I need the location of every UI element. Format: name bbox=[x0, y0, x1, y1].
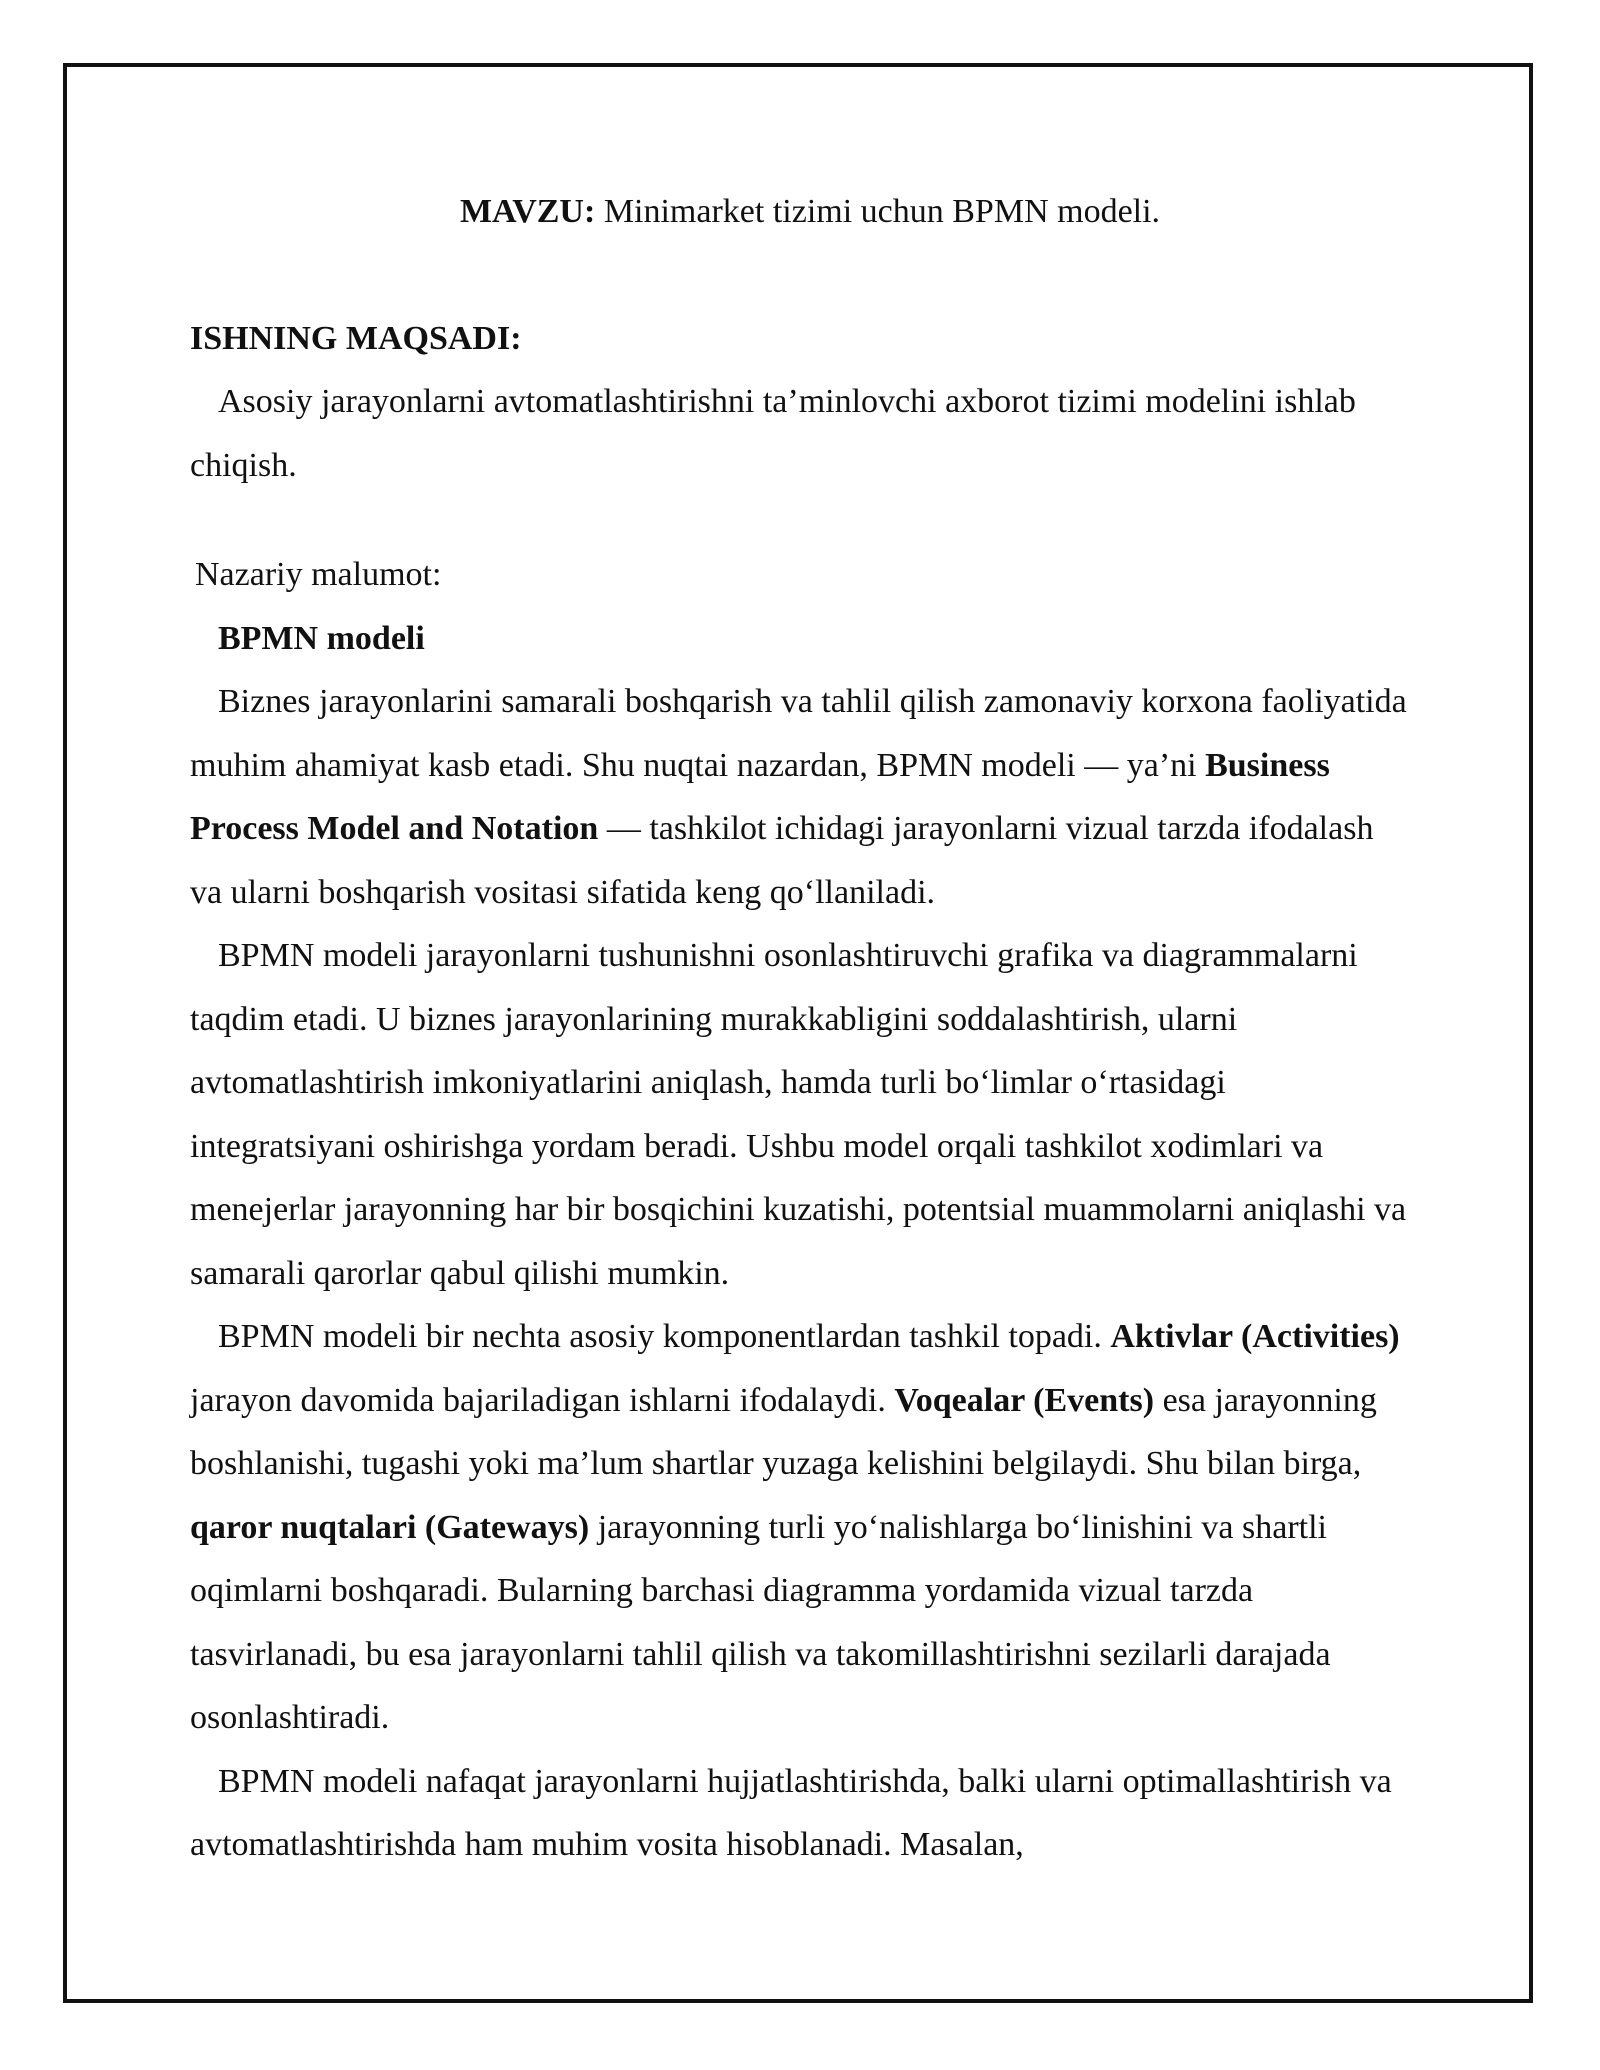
title-label: MAVZU: bbox=[459, 193, 596, 230]
paragraph-3-text-d: esa jarayonning boshlanishi, tugashi yoki ma’lum shartlar yuzaga kelishini belgilaydi. Shu bilan birga, bbox=[190, 1381, 1377, 1482]
goal-text: Asosiy jarayonlarni avtomatlashtirishni ta’minlovchi axborot tizimi modelini ishlab chiqish. bbox=[190, 383, 1356, 484]
paragraph-4: BPMN modeli nafaqat jarayonlarni hujjatlashtirishda, balki ularni optimallashtirish va avtomatlashtirishda ham muhim vosita hisoblanadi. Masalan, bbox=[190, 1762, 1392, 1863]
paragraph-1 bbox=[190, 670, 1410, 924]
paragraph-2: BPMN modeli jarayonlarni tushunishni osonlashtiruvchi grafika va diagrammalarni taqdim etadi. U biznes jarayonlarining murakkabligini soddalashtirish, ularni avtomatlashtirish imkoniyatlarini aniqlash, hamda turli bo‘limlar o‘rtasidagi integratsiyani oshirishga yordam beradi. Ushbu model orqali tashkilot xodimlari va menejerlar jarayonning har bir bosqichini kuzatishi, potentsial muammolarni aniqlashi va samarali qarorlar qabul qilishi mumkin. bbox=[190, 937, 1407, 1292]
paragraph-3-text-e: jarayonning turli yo‘nalishlarga bo‘linishini va shartli oqimlarni boshqaradi. Bularning barchasi diagramma yordamida vizual tarzda tasvirlanadi, bu esa jarayonlarni tahlil qilish va takomillashtirishni sezilarli darajada osonlashtiradi. bbox=[190, 1508, 1331, 1736]
paragraph-3-bold-events: Voqealar (Events) bbox=[894, 1381, 1155, 1419]
theory-subheading: BPMN modeli bbox=[218, 619, 425, 657]
paragraph-3-text-c: jarayon davomida bajariladigan ishlarni ifodalaydi. bbox=[190, 1381, 895, 1419]
paragraph-1-text-a: Biznes jarayonlarini samarali boshqarish va tahlil qilish zamonaviy korxona faoliyatida muhim ahamiyat kasb etadi. Shu nuqtai nazardan, BPMN modeli — ya’ni bbox=[190, 683, 1407, 784]
title-text: Minimarket tizimi uchun BPMN modeli. bbox=[595, 193, 1161, 230]
document-body bbox=[190, 180, 1410, 1877]
goal-heading: ISHNING MAQSADI: bbox=[190, 319, 522, 357]
paragraph-1-bold: Business Process Model and Notation bbox=[190, 746, 1330, 847]
paragraph-3-text-a: BPMN modeli bir nechta asosiy komponentlardan tashkil topadi. bbox=[218, 1318, 1111, 1355]
paragraph-1-text-c: — tashkilot ichidagi jarayonlarni vizual tarzda ifodalash va ularni boshqarish vositasi sifatida keng qo‘llaniladi. bbox=[190, 810, 1374, 911]
theory-label: Nazariy malumot: bbox=[195, 556, 442, 593]
page-title bbox=[190, 180, 1410, 244]
paragraph-3 bbox=[190, 1305, 1410, 1750]
paragraph-3-bold-activities: Aktivlar (Activities) bbox=[1110, 1318, 1400, 1355]
paragraph-3-bold-gateways: qaror nuqtalari (Gateways) bbox=[190, 1508, 590, 1546]
